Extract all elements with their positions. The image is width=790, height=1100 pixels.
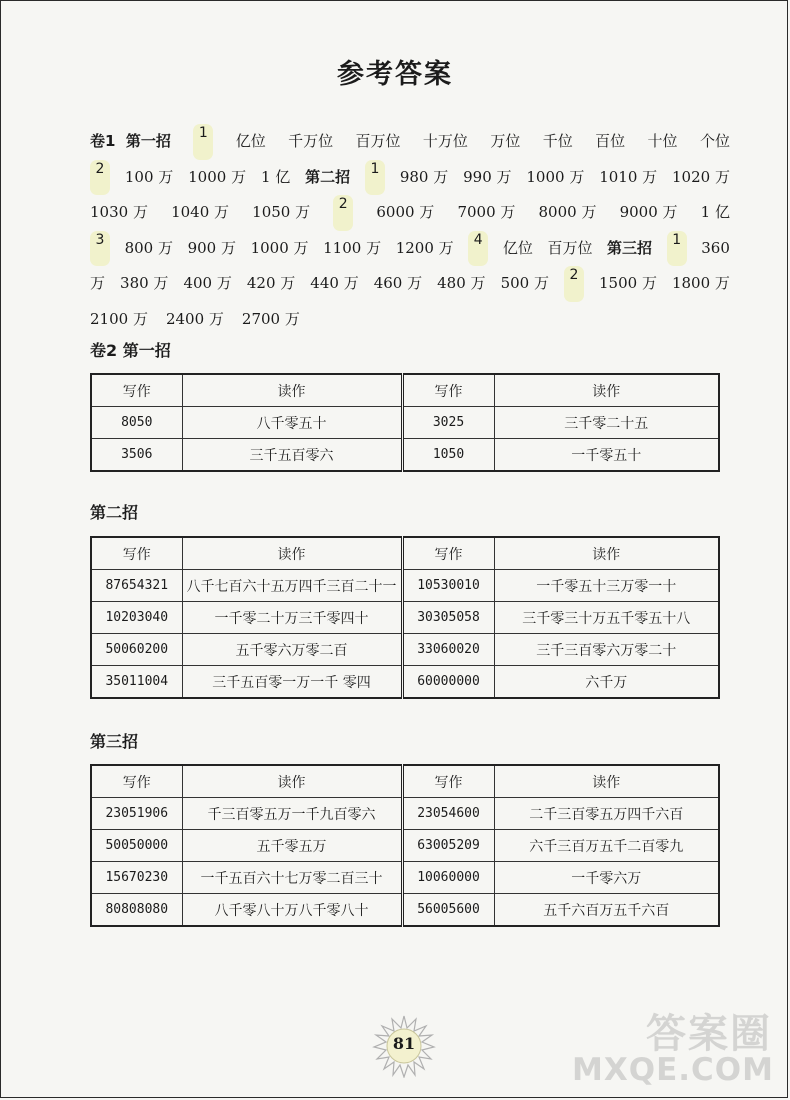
cell-number: 87654321 <box>91 570 182 602</box>
answer-line-6 <box>90 302 730 338</box>
item-number: 1 <box>365 160 385 196</box>
answer-line-4 <box>90 231 730 267</box>
cell-reading: 六千万 <box>494 666 719 699</box>
answer-text: 十位 <box>647 132 678 150</box>
table-row <box>91 862 719 894</box>
cell-reading: 六千三百万五千二百零九 <box>494 830 719 862</box>
section2-heading: 卷2 第一招 <box>90 341 171 360</box>
col-header-write: 写作 <box>402 537 494 570</box>
cell-number: 8050 <box>91 407 182 439</box>
table-header-row <box>91 537 719 570</box>
cell-number: 23051906 <box>91 798 182 830</box>
watermark-logo <box>571 1002 778 1094</box>
col-header-read: 读作 <box>494 537 719 570</box>
answer-line-5 <box>90 266 730 302</box>
section2-table <box>90 373 720 472</box>
cell-number: 3506 <box>91 439 182 472</box>
col-header-read: 读作 <box>494 765 719 798</box>
answer-text: 2400 万 <box>165 309 224 328</box>
volume-label: 卷1 第一招 <box>90 132 171 150</box>
table-row <box>91 666 719 699</box>
section1-answers <box>90 124 730 337</box>
cell-number: 60000000 <box>402 666 494 699</box>
cell-number: 3025 <box>402 407 494 439</box>
cell-number: 33060020 <box>402 634 494 666</box>
answer-text: 100 万 <box>124 167 174 186</box>
cell-number: 80808080 <box>91 894 182 927</box>
answer-text: 亿位 <box>235 132 266 150</box>
cell-reading: 一千零六万 <box>494 862 719 894</box>
answer-text: 440 万 <box>310 274 359 292</box>
item-number: 2 <box>90 160 110 196</box>
page-number-badge <box>372 1014 436 1078</box>
item-number: 1 <box>667 231 687 267</box>
section3-table <box>90 536 720 699</box>
table-row <box>91 894 719 927</box>
answer-text: 1500 万 <box>599 274 657 292</box>
answer-text: 9000 万 <box>619 203 678 221</box>
col-header-read: 读作 <box>182 765 402 798</box>
answer-text: 6000 万 <box>376 203 435 221</box>
answer-text: 1 亿 <box>700 203 730 221</box>
answer-text: 500 万 <box>500 274 549 292</box>
answer-text: 800 万 <box>124 238 173 257</box>
cell-reading: 三千零三十万五千零五十八 <box>494 602 719 634</box>
page-title: 参考答案 <box>337 59 453 90</box>
answer-text: 2100 万 <box>90 309 148 328</box>
answer-text: 360 <box>701 238 730 257</box>
col-header-write: 写作 <box>91 765 182 798</box>
answer-text: 百位 <box>595 132 626 150</box>
cell-reading: 三千五百零六 <box>182 439 402 472</box>
answer-text: 980 万 <box>399 167 449 186</box>
section4-table <box>90 764 720 927</box>
item-number: 2 <box>333 195 353 231</box>
cell-reading: 一千零二十万三千零四十 <box>182 602 402 634</box>
cell-reading: 五千六百万五千六百 <box>494 894 719 927</box>
answer-text: 420 万 <box>246 274 296 292</box>
answer-text: 1020 万 <box>672 167 730 186</box>
answer-text: 个位 <box>699 132 730 150</box>
answer-text: 1800 万 <box>671 274 730 292</box>
answer-text: 百万位 <box>547 238 593 257</box>
cell-reading: 一千零五十三万零一十 <box>494 570 719 602</box>
answer-text: 1200 万 <box>395 238 454 257</box>
answer-text: 480 万 <box>437 274 486 292</box>
table-row <box>91 407 719 439</box>
cell-number: 35011004 <box>91 666 182 699</box>
answer-text: 百万位 <box>355 132 401 150</box>
cell-reading: 三千三百零六万零二十 <box>494 634 719 666</box>
answer-text: 万位 <box>490 132 521 150</box>
answer-text: 1 亿 <box>260 167 291 186</box>
answer-text: 900 万 <box>187 238 236 257</box>
answer-line-1 <box>90 124 730 160</box>
answer-text: 1000 万 <box>526 167 585 186</box>
cell-reading: 五千零五万 <box>182 830 402 862</box>
answer-text: 2700 万 <box>241 309 300 328</box>
item-number: 3 <box>90 231 110 267</box>
step-label: 第二招 <box>305 167 351 186</box>
answer-text: 十万位 <box>422 132 468 150</box>
section4-heading: 第三招 <box>90 732 139 751</box>
answer-text: 1000 万 <box>188 167 247 186</box>
answer-text: 7000 万 <box>457 203 516 221</box>
cell-reading: 三千零二十五 <box>494 407 719 439</box>
table-header-row <box>91 374 719 407</box>
table-row <box>91 798 719 830</box>
cell-number: 63005209 <box>402 830 494 862</box>
cell-number: 10203040 <box>91 602 182 634</box>
cell-number: 30305058 <box>402 602 494 634</box>
answer-text: 8000 万 <box>538 203 597 221</box>
answer-text: 380 万 <box>120 274 169 292</box>
cell-reading: 一千零五十 <box>494 439 719 472</box>
answer-text: 1010 万 <box>599 167 658 186</box>
cell-reading: 二千三百零五万四千六百 <box>494 798 719 830</box>
answer-text: 460 万 <box>373 274 423 292</box>
step-label: 第三招 <box>607 238 653 257</box>
item-number: 2 <box>564 266 584 302</box>
col-header-write: 写作 <box>91 374 182 407</box>
cell-reading: 八千零八十万八千零八十 <box>182 894 402 927</box>
cell-number: 56005600 <box>402 894 494 927</box>
answer-text: 千万位 <box>288 132 334 150</box>
cell-number: 23054600 <box>402 798 494 830</box>
cell-reading: 千三百零五万一千九百零六 <box>182 798 402 830</box>
table-row <box>91 439 719 472</box>
cell-reading: 八千零五十 <box>182 407 402 439</box>
cell-reading: 三千五百零一万一千 零四 <box>182 666 402 699</box>
col-header-read: 读作 <box>494 374 719 407</box>
section3-heading: 第二招 <box>90 503 139 522</box>
answer-text: 1050 万 <box>252 203 311 221</box>
cell-number: 10530010 <box>402 570 494 602</box>
cell-reading: 八千七百六十五万四千三百二十一 <box>182 570 402 602</box>
answer-text: 千位 <box>542 132 573 150</box>
answer-text: 1040 万 <box>171 203 230 221</box>
answer-text: 1000 万 <box>250 238 309 257</box>
table-header-row <box>91 765 719 798</box>
cell-number: 1050 <box>402 439 494 472</box>
table-row <box>91 602 719 634</box>
table-row <box>91 570 719 602</box>
answer-text: 万 <box>90 274 106 292</box>
watermark-url: MXQE.COM <box>571 1052 774 1088</box>
answer-line-2 <box>90 160 730 196</box>
answer-text: 400 万 <box>183 274 232 292</box>
cell-number: 50050000 <box>91 830 182 862</box>
item-number: 1 <box>193 124 213 160</box>
page-number: 81 <box>392 1034 416 1053</box>
col-header-write: 写作 <box>402 765 494 798</box>
col-header-read: 读作 <box>182 374 402 407</box>
answer-text: 1100 万 <box>323 238 382 257</box>
answer-text: 990 万 <box>463 167 512 186</box>
col-header-write: 写作 <box>91 537 182 570</box>
item-number: 4 <box>468 231 488 267</box>
table-row <box>91 634 719 666</box>
col-header-write: 写作 <box>402 374 494 407</box>
answer-text: 亿位 <box>502 238 533 257</box>
answer-text: 1030 万 <box>90 203 148 221</box>
col-header-read: 读作 <box>182 537 402 570</box>
cell-number: 10060000 <box>402 862 494 894</box>
answer-line-3 <box>90 195 730 231</box>
cell-reading: 一千五百六十七万零二百三十 <box>182 862 402 894</box>
table-row <box>91 830 719 862</box>
cell-reading: 五千零六万零二百 <box>182 634 402 666</box>
cell-number: 15670230 <box>91 862 182 894</box>
watermark-text: 答案圈 <box>646 1011 772 1057</box>
cell-number: 50060200 <box>91 634 182 666</box>
